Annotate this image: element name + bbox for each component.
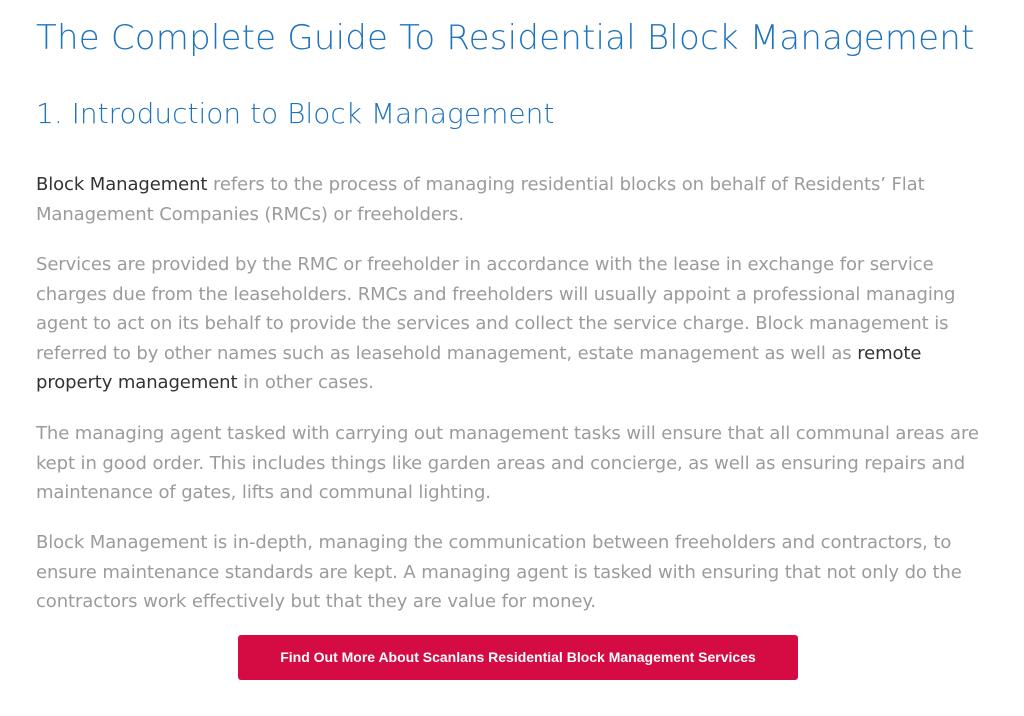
paragraph-managing-agent: The managing agent tasked with carrying out management tasks will ensure that all communal areas are kept in good order. This includes things like garden areas and concierge, as well as ensuring repairs and maintenance of gates, lifts and communal lighting. [36, 423, 979, 503]
paragraph-intro [36, 170, 996, 229]
page-title: The Complete Guide To Residential Block Management [36, 18, 975, 58]
paragraph-in-depth: Block Management is in-depth, managing the communication between freeholders and contractors, to ensure maintenance standards are kept. A managing agent is tasked with ensuring that not only do the contractors work effectively but that they are value for money. [36, 532, 962, 612]
paragraph-text: refers to the process of managing residential blocks on behalf of Residents’ Flat Management Companies (RMCs) or freeholders. [36, 174, 925, 225]
section-heading: 1. Introduction to Block Management [36, 97, 555, 130]
find-out-more-button[interactable]: Find Out More About Scanlans Residential Block Management Services [238, 635, 798, 680]
paragraph-text: Services are provided by the RMC or freeholder in accordance with the lease in exchange for service charges due from the leaseholders. RMCs and freeholders will usually appoint a professional managing agent to act on its behalf to provide the services and collect the service charge. Block management is referred to by other names such as leasehold management, estate management as well as [36, 254, 956, 364]
remote-property-management-link[interactable]: remote property management [36, 342, 922, 393]
block-management-link[interactable]: Block Management [36, 174, 208, 195]
paragraph-text: in other cases. [237, 372, 374, 393]
paragraph-services [36, 250, 996, 398]
